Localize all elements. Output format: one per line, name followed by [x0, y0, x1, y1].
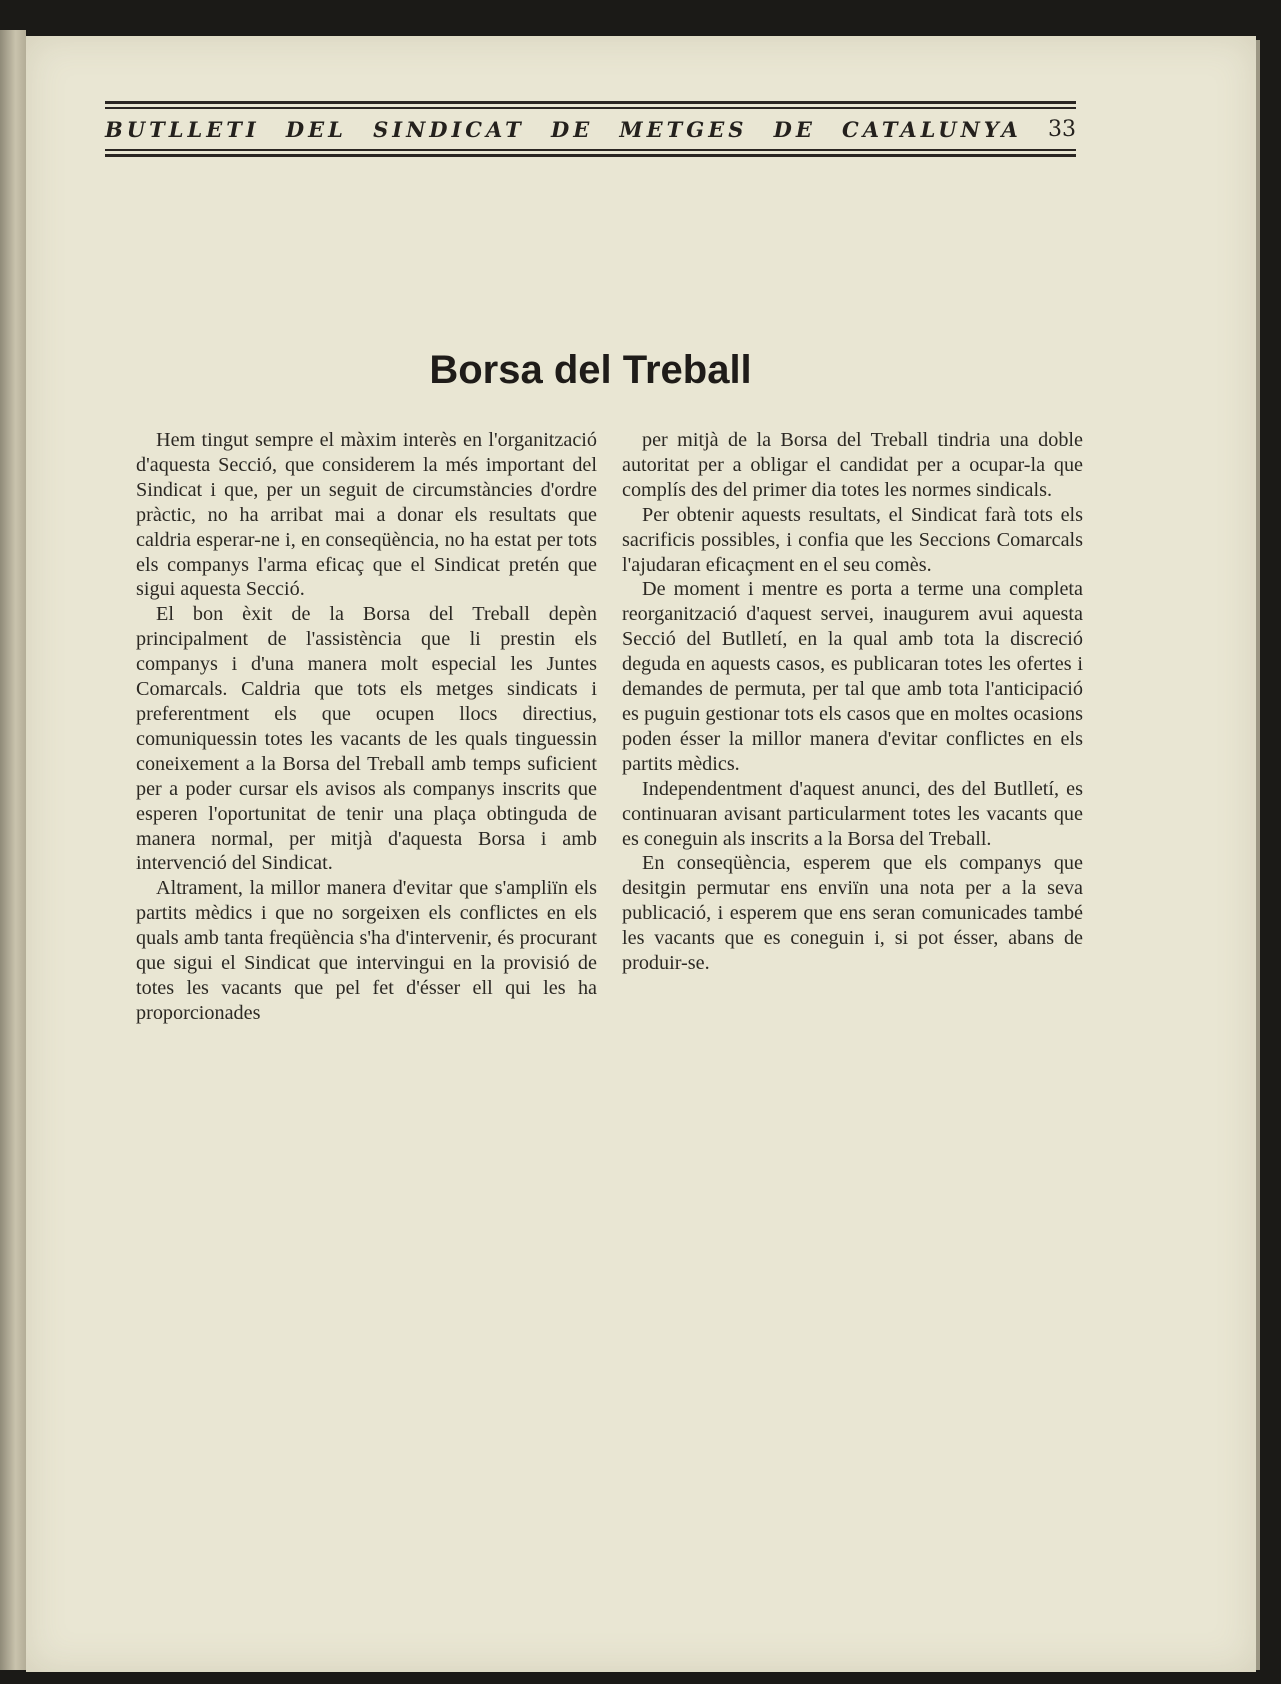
- paragraph: per mitjà de la Borsa del Treball tindria una doble autoritat per a obligar el candidat per a ocupar-la que complís des del primer dia totes les normes sindicals.: [622, 429, 1083, 501]
- paragraph: Hem tingut sempre el màxim interès en l'organització d'aquesta Secció, que considerem la més important del Sindicat i que, per un seguit de circumstàncies d'ordre pràctic, no ha arribat mai a donar els resultats que caldria esperar-ne i, en conseqüència, no ha estat per tots els companys l'arma eficaç que el Sindicat pretén que sigui aquesta Secció.: [136, 429, 597, 601]
- header-word: DEL: [285, 116, 347, 142]
- page-number: 33: [1047, 116, 1076, 142]
- header-rule-bottom-thin: [105, 149, 1076, 151]
- article-title: Borsa del Treball: [429, 348, 752, 392]
- page-edge-shadow: [1256, 40, 1260, 1670]
- running-header: [105, 101, 1076, 157]
- paragraph: El bon èxit de la Borsa del Treball depèn principalment de l'assistència que li prestin els companys i d'una manera molt especial les Juntes Comarcals. Caldria que tots els metges sindicats i preferentment els que ocupen llocs directius, comuniquessin totes les vacants de les quals tinguessin coneixement a la Borsa del Treball amb temps suficient per a poder cursar els avisos als companys inscrits que esperen l'oportunitat de tenir una plaça obtinguda de manera normal, per mitjà d'aquesta Borsa i amb intervenció del Sindicat.: [136, 603, 597, 875]
- header-word: DE: [551, 116, 594, 142]
- header-word: CATALUNYA: [842, 116, 1022, 142]
- paragraph: En conseqüència, esperem que els companys que desitgin permutar ens enviïn una nota per a la seva publicació, i esperem que ens seran comunicades també les vacants que es coneguin i, si pot ésser, abans de produir-se.: [622, 852, 1083, 975]
- header-rule-top-thin: [105, 107, 1076, 109]
- header-word: DE: [773, 116, 816, 142]
- header-word: METGES: [619, 116, 748, 142]
- header-rule-top: [105, 101, 1076, 104]
- right-column: [622, 428, 1083, 976]
- left-column: [136, 428, 597, 1026]
- paragraph: Per obtenir aquests resultats, el Sindicat farà tots els sacrificis possibles, i confia que les Seccions Comarcals l'ajudaran eficaçment en el seu comès.: [622, 503, 1083, 576]
- header-rule-bottom: [105, 154, 1076, 157]
- running-head-text: [105, 112, 1076, 146]
- header-word: BUTLLETI: [105, 116, 260, 142]
- paragraph: Altrament, la millor manera d'evitar que s'ampliïn els partits mèdics i que no sorgeixen els conflictes en els quals amb tanta freqüència s'ha d'intervenir, és procurant que sigui el Sindicat que intervingui en la provisió de totes les vacants que pel fet d'ésser ell qui les ha proporcionades: [136, 877, 597, 1024]
- paragraph: De moment i mentre es porta a terme una completa reorganització d'aquest servei, inaugurem avui aquesta Secció del Butlletí, en la qual amb tota la discreció deguda en aquests casos, es publicaran totes les ofertes i demandes de permuta, per tal que amb tota l'anticipació es puguin gestionar tots els casos que en moltes ocasions poden ésser la millor manera d'evitar conflictes en els partits mèdics.: [622, 578, 1083, 775]
- paragraph: Independentment d'aquest anunci, des del Butlletí, es continuaran avisant particularment totes les vacants que es coneguin als inscrits a la Borsa del Treball.: [622, 777, 1083, 850]
- facing-page-edge: [0, 30, 26, 1670]
- header-word: SINDICAT: [373, 116, 525, 142]
